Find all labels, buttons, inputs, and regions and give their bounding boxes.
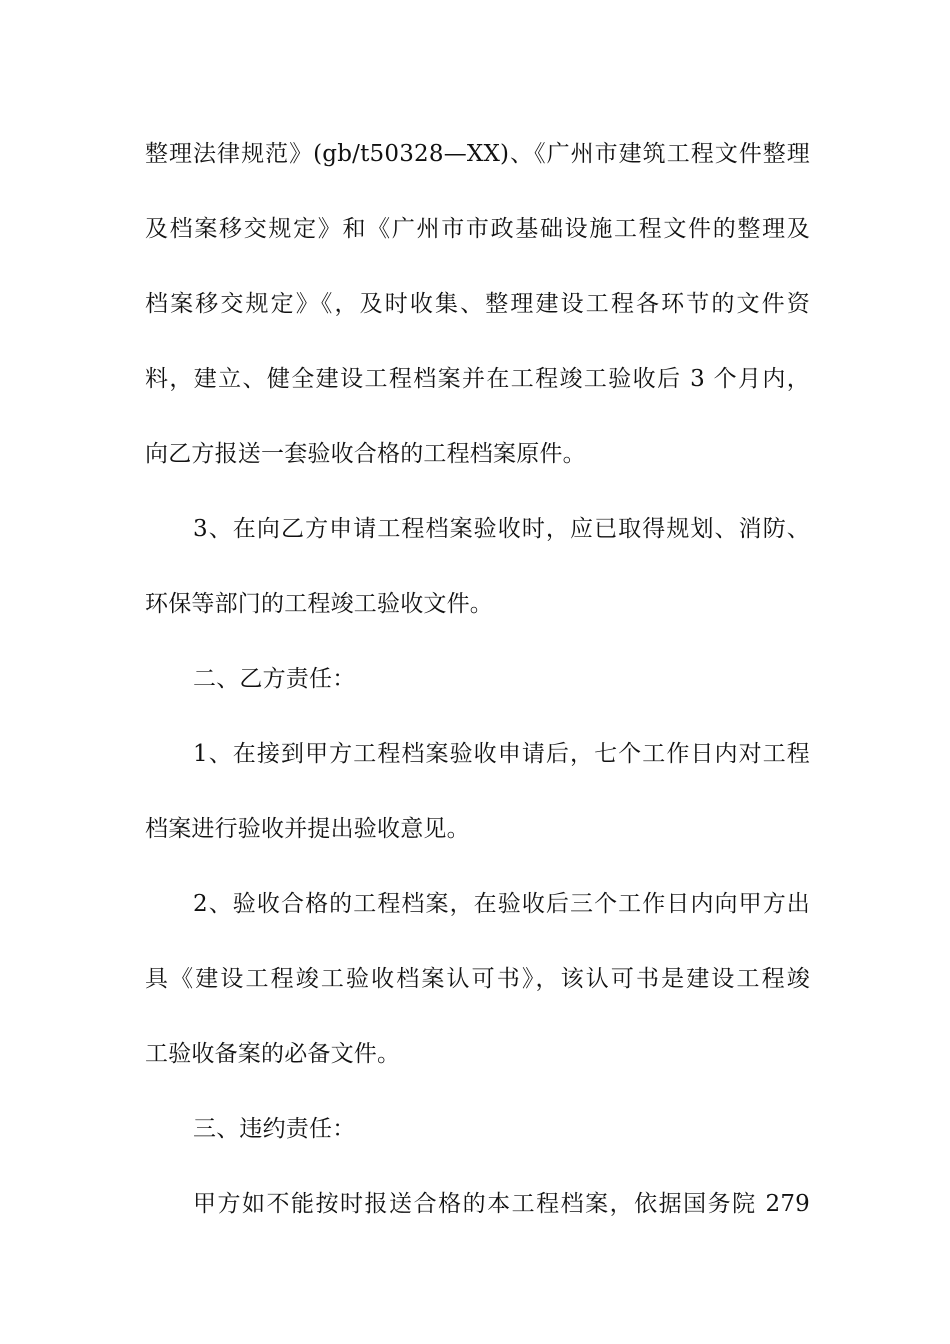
document-body xyxy=(145,124,810,1249)
text-line-4: 料，建立、健全建设工程档案并在工程竣工验收后 3 个月内， xyxy=(145,366,810,392)
text-line-5: 向乙方报送一套验收合格的工程档案原件。 xyxy=(145,441,586,467)
paragraph-item-3-line-2: 环保等部门的工程竣工验收文件。 xyxy=(145,591,493,617)
paragraph-item-2-line-2: 具《建设工程竣工验收档案认可书》，该认可书是建设工程竣 xyxy=(145,966,810,992)
section-heading-breach: 三、违约责任： xyxy=(193,1116,356,1142)
paragraph-item-1-line-1: 1、在接到甲方工程档案验收申请后，七个工作日内对工程 xyxy=(193,741,810,767)
paragraph-breach-line-1: 甲方如不能按时报送合格的本工程档案，依据国务院 279 xyxy=(193,1191,810,1217)
paragraph-item-1-line-2: 档案进行验收并提出验收意见。 xyxy=(145,816,470,842)
text-line-1: 整理法律规范》(gb/t50328—XX)、《广州市建筑工程文件整理 xyxy=(145,141,810,167)
paragraph-item-3-line-1: 3、在向乙方申请工程档案验收时，应已取得规划、消防、 xyxy=(193,516,810,542)
section-heading-party-b: 二、乙方责任： xyxy=(193,666,356,692)
text-line-3: 档案移交规定》《，及时收集、整理建设工程各环节的文件资 xyxy=(145,291,810,317)
paragraph-item-2-line-1: 2、验收合格的工程档案，在验收后三个工作日内向甲方出 xyxy=(193,891,810,917)
text-line-2: 及档案移交规定》和《广州市市政基础设施工程文件的整理及 xyxy=(145,216,810,242)
paragraph-item-2-line-3: 工验收备案的必备文件。 xyxy=(145,1041,401,1067)
